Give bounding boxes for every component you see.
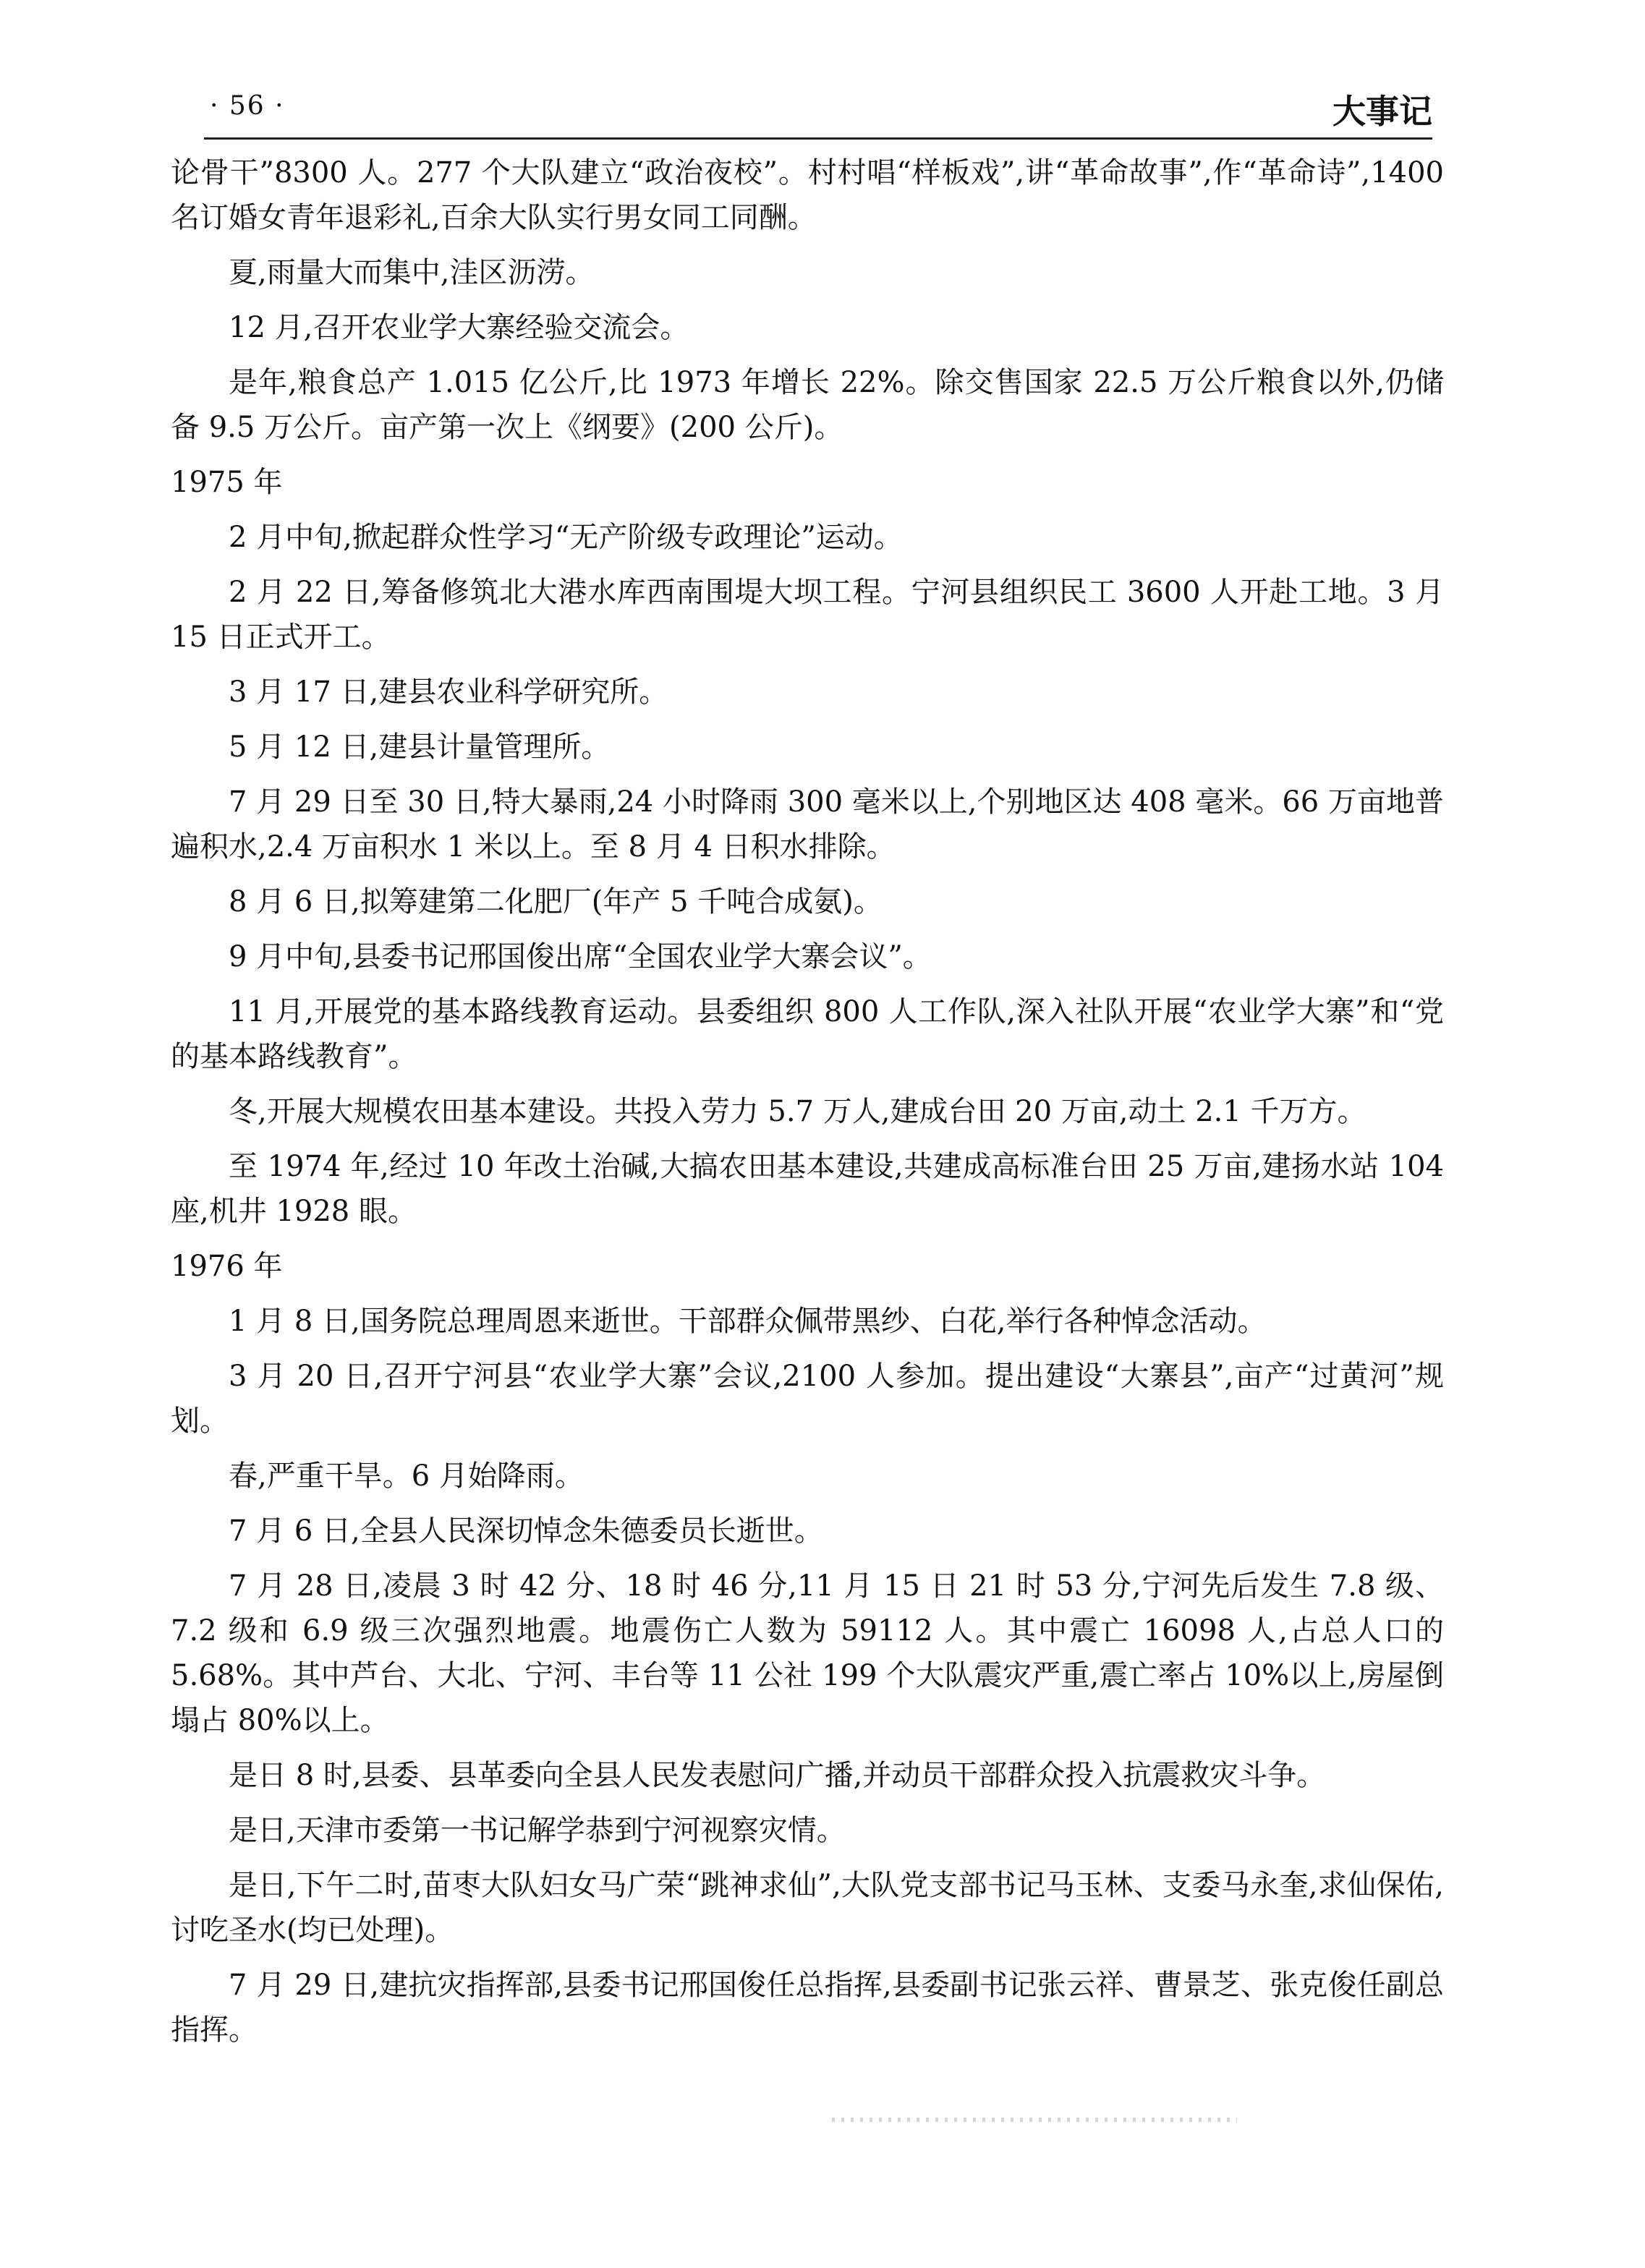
paragraph: 是日,下午二时,苗枣大队妇女马广荣“跳神求仙”,大队党支部书记马玉林、支委马永奎,求仙保佑,讨吃圣水(均已处理)。 <box>171 1869 1444 1947</box>
running-title: 大事记 <box>1332 92 1432 131</box>
paragraph: 1 月 8 日,国务院总理周恩来逝世。干部群众佩带黑纱、白花,举行各种悼念活动。 <box>229 1305 1267 1338</box>
paragraph: 5 月 12 日,建县计量管理所。 <box>229 730 611 764</box>
paragraph: 2 月中旬,掀起群众性学习“无产阶级专政理论”运动。 <box>229 521 903 554</box>
page-header <box>204 85 1432 140</box>
paragraph: 春,严重干旱。6 月始降雨。 <box>229 1459 584 1493</box>
document-body <box>171 150 1444 2063</box>
year-heading-1976: 1976 年 <box>171 1250 283 1283</box>
paragraph: 至 1974 年,经过 10 年改土治碱,大搞农田基本建设,共建成高标准台田 25 万亩,建扬水站 104 座,机井 1928 眼。 <box>171 1150 1444 1228</box>
paragraph: 冬,开展大规模农田基本建设。共投入劳力 5.7 万人,建成台田 20 万亩,动土 2.1 千万方。 <box>229 1095 1366 1128</box>
paragraph: 9 月中旬,县委书记邢国俊出席“全国农业学大寨会议”。 <box>229 940 932 973</box>
paragraph: 3 月 17 日,建县农业科学研究所。 <box>229 675 668 709</box>
paragraph: 论骨干”8300 人。277 个大队建立“政治夜校”。村村唱“样板戏”,讲“革命故事”,作“革命诗”,1400 名订婚女青年退彩礼,百余大队实行男女同工同酬。 <box>171 156 1444 234</box>
paragraph: 是日 8 时,县委、县革委向全县人民发表慰问广播,并动员干部群众投入抗震救灾斗争。 <box>229 1759 1326 1792</box>
paragraph: 12 月,召开农业学大寨经验交流会。 <box>229 311 689 344</box>
scan-artifact <box>832 2118 1237 2122</box>
paragraph: 是日,天津市委第一书记解学恭到宁河视察灾情。 <box>229 1814 846 1847</box>
paragraph: 2 月 22 日,筹备修筑北大港水库西南围堤大坝工程。宁河县组织民工 3600 人开赴工地。3 月 15 日正式开工。 <box>171 576 1444 654</box>
page-number: · 56 · <box>210 91 285 121</box>
paragraph: 是年,粮食总产 1.015 亿公斤,比 1973 年增长 22%。除交售国家 22.5 万公斤粮食以外,仍储备 9.5 万公斤。亩产第一次上《纲要》(200 公斤)。 <box>171 366 1444 444</box>
paragraph: 8 月 6 日,拟筹建第二化肥厂(年产 5 千吨合成氨)。 <box>229 885 883 918</box>
paragraph: 3 月 20 日,召开宁河县“农业学大寨”会议,2100 人参加。提出建设“大寨县”,亩产“过黄河”规划。 <box>171 1360 1444 1438</box>
paragraph: 7 月 29 日至 30 日,特大暴雨,24 小时降雨 300 毫米以上,个别地区达 408 毫米。66 万亩地普遍积水,2.4 万亩积水 1 米以上。至 8 月 4 日积水排除。 <box>171 785 1444 864</box>
paragraph: 7 月 6 日,全县人民深切悼念朱德委员长逝世。 <box>229 1514 823 1548</box>
year-heading-1975: 1975 年 <box>171 466 283 499</box>
paragraph: 11 月,开展党的基本路线教育运动。县委组织 800 人工作队,深入社队开展“农业学大寨”和“党的基本路线教育”。 <box>171 995 1444 1073</box>
paragraph: 7 月 28 日,凌晨 3 时 42 分、18 时 46 分,11 月 15 日 21 时 53 分,宁河先后发生 7.8 级、7.2 级和 6.9 级三次强烈地震。地震伤亡人数为 59112 人。其中震亡 16098 人,占总人口的 5.68%。其中芦台、大北、宁河、丰台等 11 公社 199 个大队震灾严重,震亡率占 10%以上,房屋倒塌占 80%以上。 <box>171 1569 1444 1737</box>
paragraph: 7 月 29 日,建抗灾指挥部,县委书记邢国俊任总指挥,县委副书记张云祥、曹景芝、张克俊任副总指挥。 <box>171 1969 1444 2047</box>
paragraph: 夏,雨量大而集中,洼区沥涝。 <box>229 256 595 289</box>
